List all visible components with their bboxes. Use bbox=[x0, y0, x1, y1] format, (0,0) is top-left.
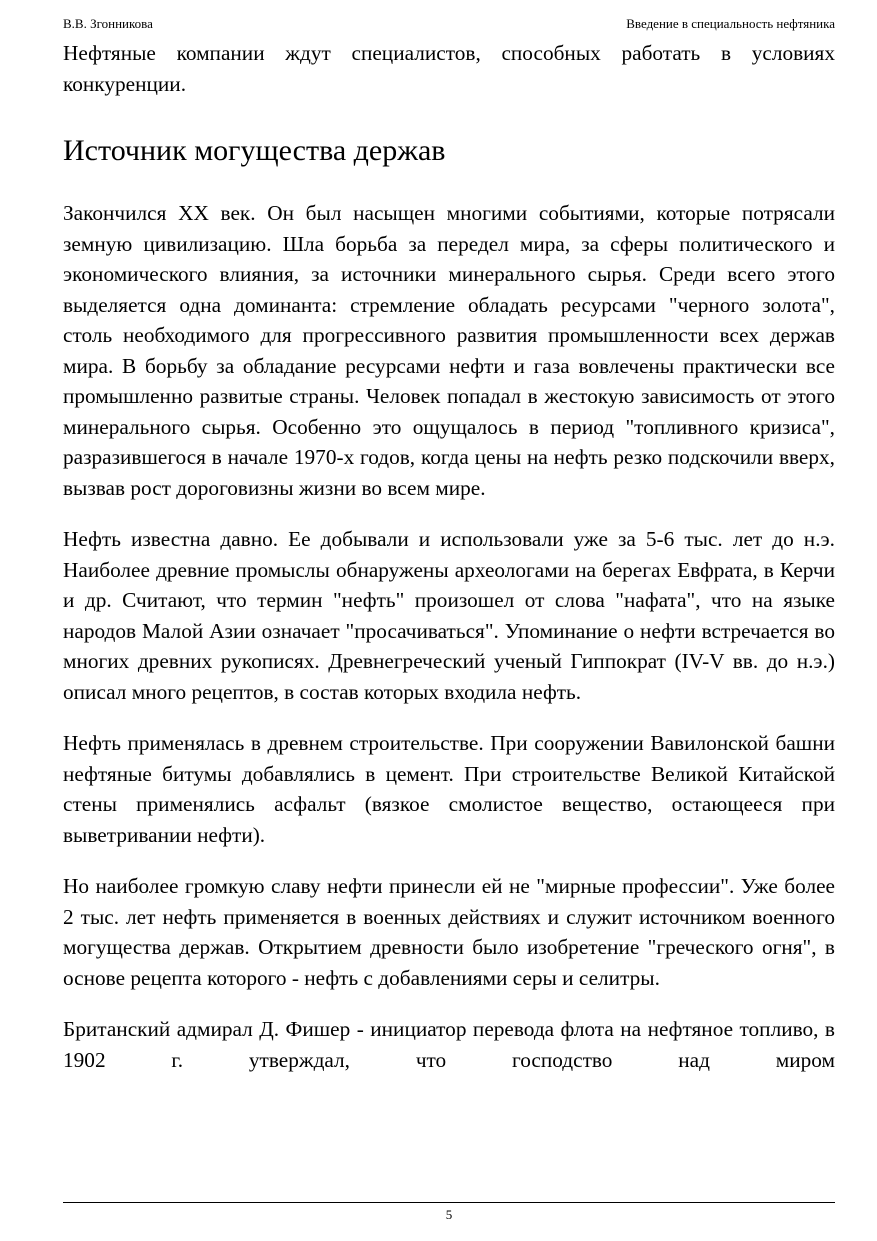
header-author: В.В. Згонникова bbox=[63, 16, 153, 31]
paragraph-2: Нефть известна давно. Ее добывали и использовали уже за 5-6 тыс. лет до н.э. Наиболее древние промыслы обнаружены археологами на берегах Евфрата, в Керчи и др. Считают, что термин "нефть" произошел от слова "нафата", что на языке народов Малой Азии означает "просачиваться". Упоминание о нефти встречается во многих древних рукописях. Древнегреческий ученый Гиппократ (IV-V вв. до н.э.) описал много рецептов, в состав которых входила нефть. bbox=[63, 527, 835, 704]
intro-paragraph: Нефтяные компании ждут специалистов, способных работать в условиях конкуренции. bbox=[63, 41, 835, 96]
paragraph-5: Британский адмирал Д. Фишер - инициатор перевода флота на нефтяное топливо, в 1902 г. утверждал, что господство над миром bbox=[63, 1017, 835, 1072]
paragraph-4: Но наиболее громкую славу нефти принесли ей не "мирные профессии". Уже более 2 тыс. лет нефть применяется в военных действиях и служит источником военного могущества держав. Открытием древности было изобретение "греческого огня", в основе рецепта которого - нефть с добавлениями серы и селитры. bbox=[63, 874, 835, 990]
paragraph-1: Закончился XX век. Он был насыщен многими событиями, которые потрясали земную цивилизацию. Шла борьба за передел мира, за сферы политического и экономического влияния, за источники минерального сырья. Среди всего этого выделяется одна доминанта: стремление обладать ресурсами "черного золота", столь необходимого для прогрессивного развития промышленности всех держав мира. В борьбу за обладание ресурсами нефти и газа вовлечены практически все промышленно развитые страны. Человек попадал в жестокую зависимость от этого минерального сырья. Особенно это ощущалось в период "топливного кризиса", разразившегося в начале 1970-х годов, когда цены на нефть резко подскочили вверх, вызвав рост дороговизны жизни во всем мире. bbox=[63, 201, 835, 500]
footer-rule bbox=[63, 1202, 835, 1203]
header-title: Введение в специальность нефтяника bbox=[626, 16, 835, 31]
page-number: 5 bbox=[445, 1207, 453, 1222]
running-header bbox=[63, 16, 835, 32]
section-heading: Источник могущества держав bbox=[63, 134, 446, 167]
paragraph-3: Нефть применялась в древнем строительстве. При сооружении Вавилонской башни нефтяные битумы добавлялись в цемент. При строительстве Великой Китайской стены применялись асфальт (вязкое смолистое вещество, остающееся при выветривании нефти). bbox=[63, 731, 835, 847]
page-body bbox=[63, 38, 835, 1198]
